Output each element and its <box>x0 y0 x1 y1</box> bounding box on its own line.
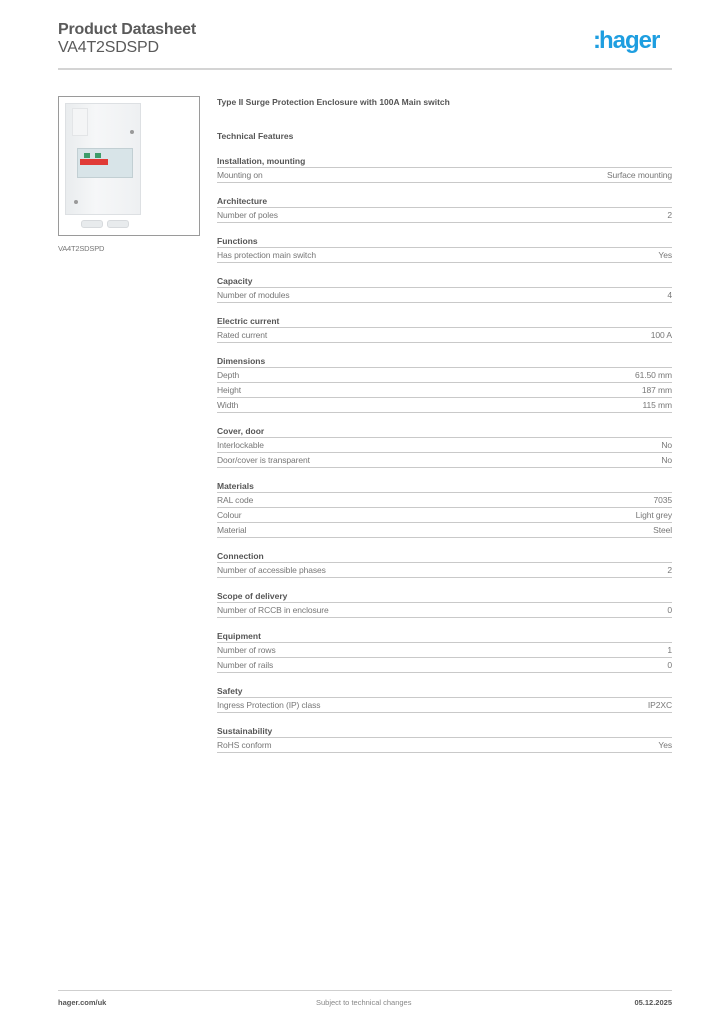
feature-row <box>217 398 672 413</box>
image-caption: VA4T2SDSPD <box>58 244 105 253</box>
feature-value: Light grey <box>635 510 672 520</box>
feature-group <box>217 315 672 343</box>
feature-group <box>217 355 672 413</box>
group-title: Safety <box>217 685 672 698</box>
product-image <box>58 96 200 236</box>
feature-row <box>217 208 672 223</box>
feature-group <box>217 155 672 183</box>
label-strip <box>72 108 88 136</box>
feature-value: No <box>661 455 672 465</box>
page-title: Product Datasheet <box>58 21 196 38</box>
enclosure-illustration <box>65 103 141 215</box>
feature-value: 115 mm <box>642 400 672 410</box>
feature-label: Depth <box>217 370 240 380</box>
group-title: Connection <box>217 550 672 563</box>
group-title: Dimensions <box>217 355 672 368</box>
feature-label: Number of rails <box>217 660 274 670</box>
product-sku: VA4T2SDSPD <box>58 39 159 56</box>
logo-prefix: : <box>593 27 599 54</box>
feature-label: Has protection main switch <box>217 250 316 260</box>
footer-date: 05.12.2025 <box>634 998 672 1007</box>
footer-note: Subject to technical changes <box>316 998 412 1007</box>
screw-icon <box>74 200 78 204</box>
product-description: Type II Surge Protection Enclosure with 100A Main switch <box>217 97 450 107</box>
feature-group <box>217 195 672 223</box>
feature-group <box>217 425 672 468</box>
group-title: Scope of delivery <box>217 590 672 603</box>
feature-row <box>217 288 672 303</box>
feature-value: 100 A <box>650 330 672 340</box>
feature-label: Interlockable <box>217 440 264 450</box>
feature-label: Mounting on <box>217 170 263 180</box>
feature-label: Material <box>217 525 247 535</box>
feature-row <box>217 453 672 468</box>
group-title: Installation, mounting <box>217 155 672 168</box>
feature-label: Door/cover is transparent <box>217 455 310 465</box>
feature-value: 7035 <box>653 495 672 505</box>
group-title: Materials <box>217 480 672 493</box>
feature-group <box>217 275 672 303</box>
feature-row <box>217 383 672 398</box>
group-title: Electric current <box>217 315 672 328</box>
feature-group <box>217 550 672 578</box>
feature-value: No <box>661 440 672 450</box>
feature-group <box>217 685 672 713</box>
feature-label: Ingress Protection (IP) class <box>217 700 321 710</box>
feature-label: Colour <box>217 510 242 520</box>
feature-group <box>217 235 672 263</box>
feature-row <box>217 438 672 453</box>
feature-row <box>217 738 672 753</box>
feature-label: Rated current <box>217 330 268 340</box>
feature-row <box>217 658 672 673</box>
section-title: Technical Features <box>217 131 294 141</box>
feature-row <box>217 368 672 383</box>
feature-label: Number of rows <box>217 645 276 655</box>
toggle-icon <box>95 153 101 158</box>
feature-row <box>217 603 672 618</box>
feature-value: 0 <box>667 660 672 670</box>
feature-value: 1 <box>667 645 672 655</box>
feature-value: Yes <box>658 740 672 750</box>
group-title: Equipment <box>217 630 672 643</box>
hager-logo <box>593 27 659 55</box>
feature-row <box>217 248 672 263</box>
feature-row <box>217 493 672 508</box>
feature-group <box>217 725 672 753</box>
feature-value: 2 <box>667 565 672 575</box>
feature-value: Steel <box>653 525 672 535</box>
footer-divider <box>58 990 672 991</box>
module-window <box>77 148 133 178</box>
feature-row <box>217 523 672 538</box>
header-divider <box>58 68 672 70</box>
group-title: Cover, door <box>217 425 672 438</box>
feature-value: 0 <box>667 605 672 615</box>
feature-label: RoHS conform <box>217 740 272 750</box>
feature-group <box>217 480 672 538</box>
feature-row <box>217 563 672 578</box>
feature-group <box>217 630 672 673</box>
feature-label: Number of accessible phases <box>217 565 326 575</box>
feature-row <box>217 508 672 523</box>
feature-row <box>217 698 672 713</box>
feature-value: Surface mounting <box>606 170 672 180</box>
feature-value: 2 <box>667 210 672 220</box>
feature-label: Number of poles <box>217 210 278 220</box>
logo-text: hager <box>599 27 660 54</box>
feature-group <box>217 590 672 618</box>
feature-value: 61.50 mm <box>635 370 672 380</box>
group-title: Architecture <box>217 195 672 208</box>
feature-value: 4 <box>667 290 672 300</box>
feature-value: Yes <box>658 250 672 260</box>
feature-value: 187 mm <box>641 385 672 395</box>
group-title: Sustainability <box>217 725 672 738</box>
accessory-clip <box>81 220 103 228</box>
feature-label: Number of modules <box>217 290 290 300</box>
screw-icon <box>130 130 134 134</box>
toggle-icon <box>84 153 90 158</box>
feature-label: RAL code <box>217 495 254 505</box>
group-title: Capacity <box>217 275 672 288</box>
feature-row <box>217 328 672 343</box>
main-switch <box>80 159 108 165</box>
feature-value: IP2XC <box>647 700 672 710</box>
feature-label: Number of RCCB in enclosure <box>217 605 329 615</box>
feature-row <box>217 168 672 183</box>
group-title: Functions <box>217 235 672 248</box>
feature-groups <box>217 155 672 753</box>
feature-label: Height <box>217 385 241 395</box>
feature-label: Width <box>217 400 239 410</box>
accessory-clip <box>107 220 129 228</box>
feature-row <box>217 643 672 658</box>
footer-website[interactable]: hager.com/uk <box>58 998 107 1007</box>
technical-content <box>217 96 672 753</box>
